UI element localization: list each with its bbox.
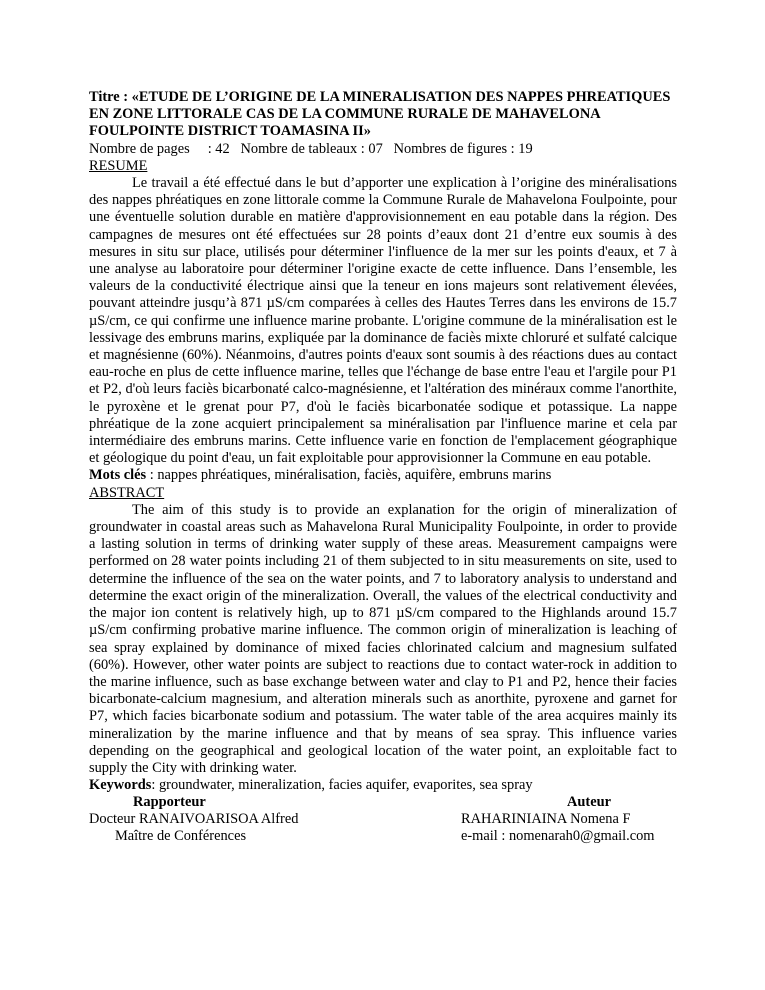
abstract-keywords-text: : groundwater, mineralization, facies aquifer, evaporites, sea spray bbox=[151, 777, 533, 794]
rapporteur-label: Rapporteur bbox=[133, 794, 206, 811]
document-title bbox=[89, 89, 677, 141]
abstract-keywords-label: Keywords bbox=[89, 777, 152, 794]
abstract-keywords bbox=[89, 777, 677, 794]
abstract-heading: ABSTRACT bbox=[89, 484, 165, 501]
document-page bbox=[89, 89, 677, 846]
resume-body: Le travail a été effectué dans le but d’apporter une explication à l’origine des minéralisations des nappes phréatiques en zone littorale comme la Commune Rurale de Mahavelona Foulpointe, pour une éventuelle solution durable en matière d'approvisionnement en eau potable dans la région. Des campagnes de mesures ont été effectuées sur 28 points d’eaux dont 21 d’entre eux soumis à des mesures in situ sur place, utilisés pour déterminer l'influence de la mer sur les points d'eaux, et 7 à une analyse au laboratoire pour déterminer l'origine exacte de cette influence. Dans l’ensemble, les valeurs de la conductivité électrique ainsi que la teneur en ions majeurs sont relativement élevées, pouvant atteindre jusqu’à 871 µS/cm comparées à celles des Hautes Terres dans les environs de 15.7 µS/cm, ce qui confirme une influence marine probante. L'origine commune de la minéralisation est le lessivage des embruns marins, expliquée par la dominance de faciès mixte chloruré et sulfaté calcique et magnésienne (60%). Néanmoins, d'autres points d'eaux sont soumis à des réactions dues au contact eau-roche en plus de cette influence marine, telles que l'échange de base entre l'eau et l'argile pour P1 et P2, d'où leurs faciès bicarbonaté calco-magnésienne, et l'altération des minéraux comme l'anorthite, le pyroxène et le grenat pour P7, d'où le faciès bicarbonatée sodique et potassique. La nappe phréatique de la zone acquiert principalement sa minéralisation par l'influence marine et cela par intermédiaire des embruns marins. Cette influence varie en fonction de l'emplacement géographique et géologique du point d'eau, un fait exploitable pour approvisionner la Commune en eau potable. bbox=[89, 175, 677, 467]
signature-block bbox=[89, 794, 677, 846]
resume-heading: RESUME bbox=[89, 157, 148, 174]
title-label: Titre : bbox=[89, 89, 129, 105]
resume-keywords-text: : nappes phréatiques, minéralisation, faciès, aquifère, embruns marins bbox=[146, 467, 552, 484]
rapporteur-name: Docteur RANAIVOARISOA Alfred bbox=[89, 811, 299, 828]
pages-label: Nombre de pages bbox=[89, 140, 190, 157]
resume-keywords-label: Mots clés bbox=[89, 467, 147, 484]
abstract-body: The aim of this study is to provide an explanation for the origin of mineralization of groundwater in coastal areas such as Mahavelona Rural Municipality Foulpointe, in order to provide a lasting solution in terms of drinking water supply of these areas. Measurement campaigns were performed on 28 water points including 21 of them subjected to in situ measurements on site, used to determine the influence of the sea on the water points, and 7 to laboratory analysis to understand and determine the exact origin of the mineralization. Overall, the values of the electrical conductivity and the major ion content is relatively high, up to 871 µS/cm compared to the Highlands around 15.7 µS/cm confirming probative marine influence. The common origin of mineralization is leaching of sea spray explained by dominance of mixed facies chlorinated calcium and magnesium sulfated (60%). However, other water points are subject to reactions due to contact water-rock in addition to the marine influence, such as base exchange between water and clay to P1 and P2, hence their facies bicarbonate-calcium magnesium, and alteration minerals such as anorthite, pyroxene and garnet for P7, which facies bicarbonate sodium and potassium. The water table of the area acquires mainly its mineralization by the marine influence and that by means of sea spray. This influence varies depending on the geographical and geological location of the water point, an exploitable fact to supply the City with drinking water. bbox=[89, 501, 677, 776]
document-meta bbox=[89, 141, 677, 158]
auteur-email[interactable]: e-mail : nomenarah0@gmail.com bbox=[461, 828, 655, 845]
auteur-label: Auteur bbox=[567, 794, 611, 811]
resume-keywords bbox=[89, 467, 677, 484]
figures-count: Nombres de figures : 19 bbox=[393, 140, 533, 157]
auteur-name: RAHARINIAINA Nomena F bbox=[461, 811, 631, 828]
pages-value: : 42 bbox=[207, 140, 230, 157]
rapporteur-title: Maître de Conférences bbox=[115, 828, 247, 845]
title-text: «ETUDE DE L’ORIGINE DE LA MINERALISATION DES NAPPES PHREATIQUES EN ZONE LITTORALE CAS DE LA COMMUNE RURALE DE MAHAVELONA FOULPOINTE DISTRICT TOAMASINA II» bbox=[89, 89, 671, 140]
tables-count: Nombre de tableaux : 07 bbox=[240, 140, 383, 157]
